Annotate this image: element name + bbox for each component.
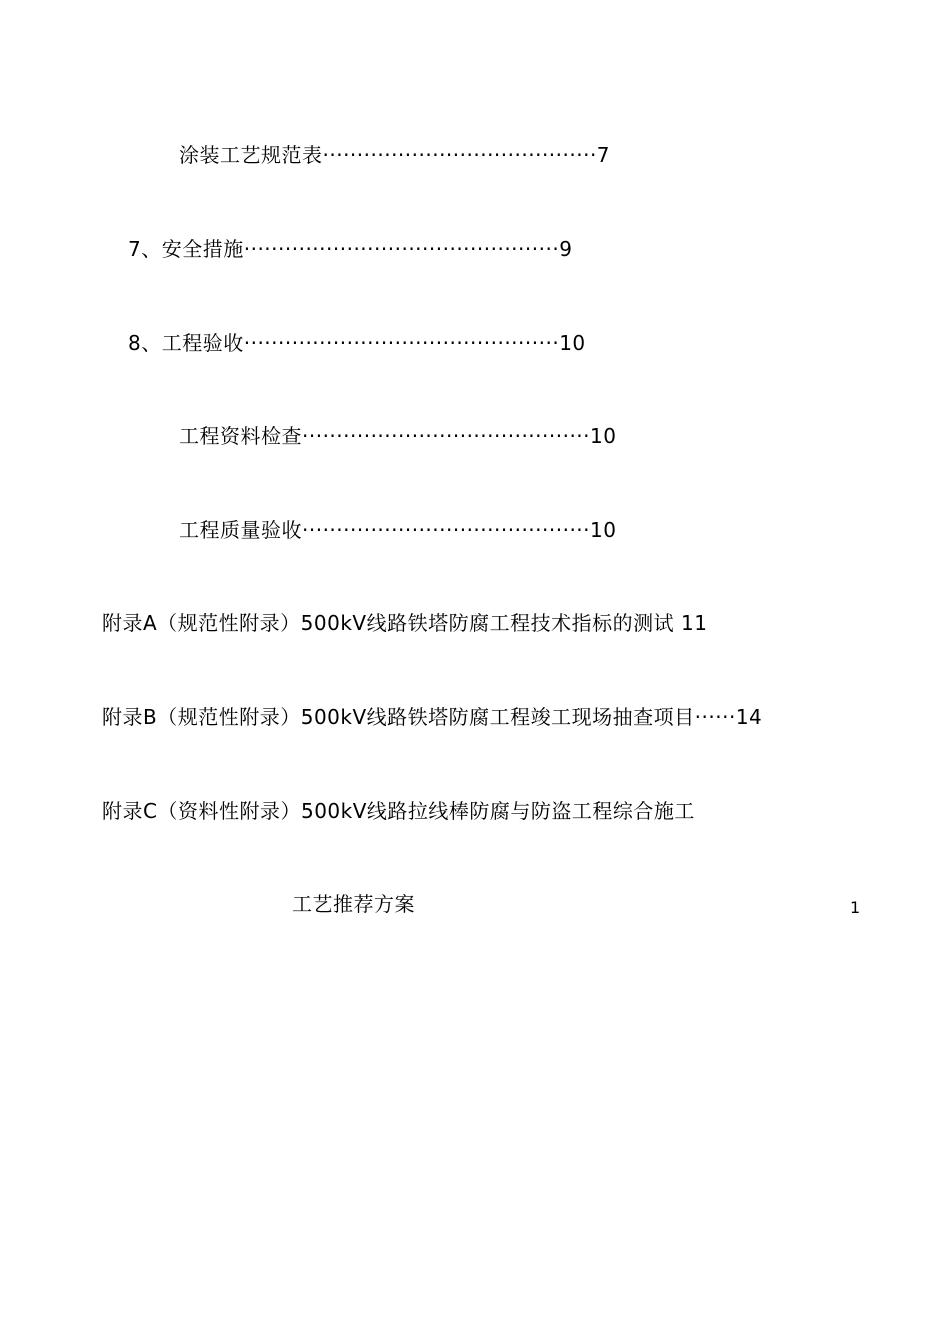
toc-title: 附录A（规范性附录）500kV线路铁塔防腐工程技术指标的测试 xyxy=(102,611,675,635)
toc-leader: ······ xyxy=(694,705,736,729)
toc-title: 工程资料检查 xyxy=(179,424,302,448)
toc-page: 10 xyxy=(590,424,617,448)
toc-entry-safety xyxy=(128,235,572,263)
toc-entry-appendix-a xyxy=(102,609,707,637)
toc-page: 10 xyxy=(590,518,617,542)
toc-leader: ·········································· xyxy=(302,424,591,448)
toc-page: 14 xyxy=(735,705,763,729)
toc-leader: ·············································· xyxy=(243,237,560,261)
toc-page: 7 xyxy=(596,143,611,167)
toc-entry-coating-spec xyxy=(179,141,610,169)
toc-title: 7、安全措施 xyxy=(128,237,244,261)
toc-leader: ·············································· xyxy=(243,331,560,355)
toc-title: 附录B（规范性附录）500kV线路铁塔防腐工程竣工现场抽查项目 xyxy=(102,705,695,729)
toc-page: 9 xyxy=(559,237,573,261)
toc-entry-appendix-c-continued xyxy=(292,890,415,918)
toc-title: 涂装工艺规范表 xyxy=(179,143,323,167)
toc-entry-appendix-c xyxy=(102,797,695,825)
toc-entry-quality-acceptance xyxy=(179,516,616,544)
toc-entry-acceptance xyxy=(128,329,586,357)
toc-entry-appendix-b xyxy=(102,703,762,731)
toc-page: 10 xyxy=(559,331,586,355)
toc-entry-document-check xyxy=(179,422,616,450)
toc-title: 工程质量验收 xyxy=(179,518,302,542)
toc-title: 8、工程验收 xyxy=(128,331,244,355)
toc-page: 11 xyxy=(680,611,708,635)
page-number: 1 xyxy=(850,898,861,917)
toc-leader: ·········································· xyxy=(302,518,591,542)
toc-title: 附录C（资料性附录）500kV线路拉线棒防腐与防盗工程综合施工 xyxy=(102,799,695,823)
toc-leader: ········································ xyxy=(322,143,597,167)
toc-title: 工艺推荐方案 xyxy=(292,892,415,916)
